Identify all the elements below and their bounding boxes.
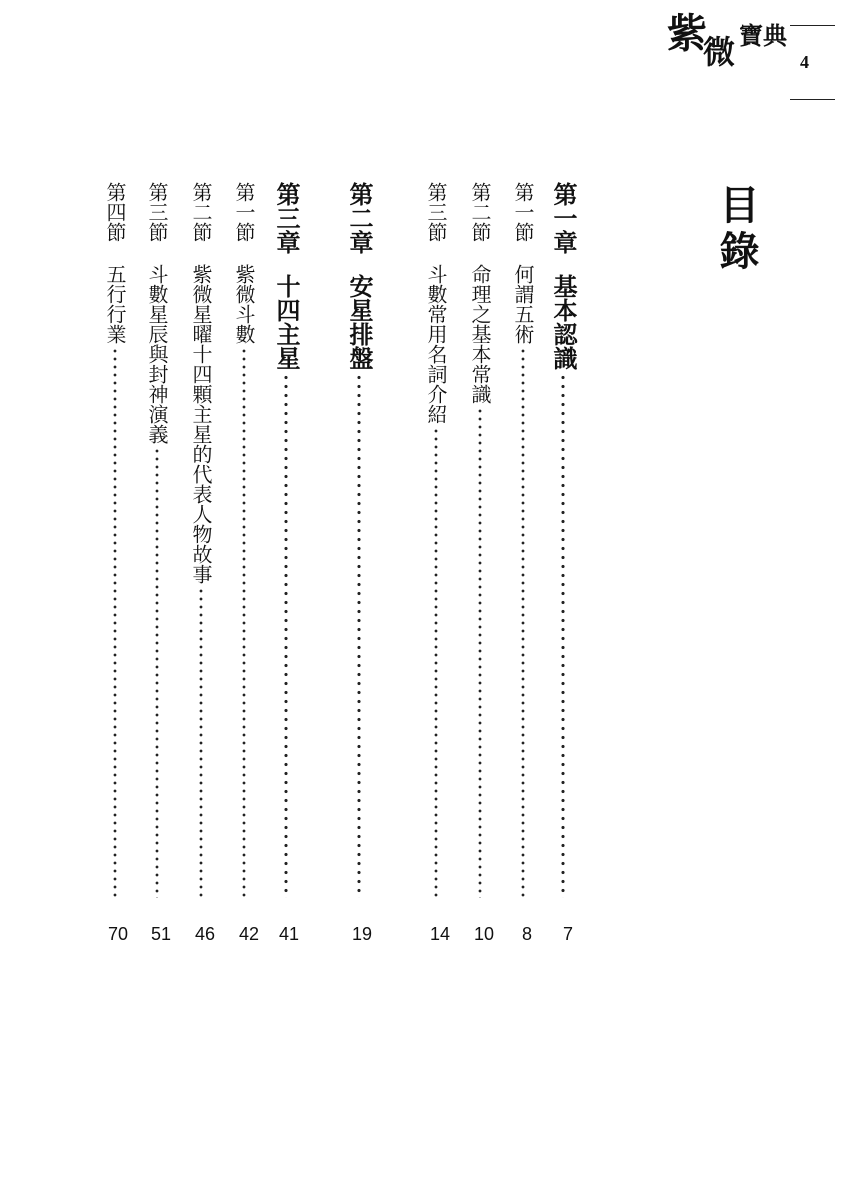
header-rule-bottom [790, 99, 835, 100]
dot-leader [142, 447, 172, 898]
toc-entry-title: 基本認識 [549, 274, 577, 370]
toc-page-number: 8 [521, 924, 532, 944]
dot-leader [271, 373, 301, 898]
dot-leader [186, 587, 216, 898]
toc-page-number: 19 [351, 924, 373, 944]
toc-entry-title: 何謂五術 [511, 264, 535, 344]
toc-page-number: 10 [473, 924, 495, 944]
header-title-part2: 微 [703, 33, 736, 71]
page-number: 4 [800, 52, 809, 72]
dot-leader [465, 407, 495, 898]
toc-page-number: 14 [429, 924, 451, 944]
toc-entry-title: 安星排盤 [345, 274, 373, 370]
toc-entry-label: 第三節 [424, 182, 448, 242]
toc-entry-section-3-4[interactable] [100, 182, 130, 898]
toc-entry-title: 紫微星曜十四顆主星的代表人物故事 [189, 264, 213, 584]
header-title-part1: 紫 [667, 10, 707, 57]
header-title-part3: 寶典 [739, 21, 787, 50]
toc-entry-title: 斗數星辰與封神演義 [145, 264, 169, 444]
toc-entry-label: 第二節 [189, 182, 213, 242]
dot-leader [548, 373, 578, 898]
toc-entry-label: 第一節 [232, 182, 256, 242]
toc-entry-section-1-1[interactable] [508, 182, 538, 898]
toc-entry-label: 第三章 [272, 182, 300, 254]
toc-entry-title: 十四主星 [272, 274, 300, 370]
toc-page-number: 41 [278, 924, 300, 944]
toc-entry-section-3-2[interactable] [186, 182, 216, 898]
toc-entry-chapter-3[interactable] [271, 182, 301, 898]
toc-entry-label: 第二章 [345, 182, 373, 254]
toc-entry-chapter-2[interactable] [344, 182, 374, 898]
toc-entry-label: 第一章 [549, 182, 577, 254]
dot-leader [344, 373, 374, 898]
running-header-title [667, 10, 792, 70]
toc-entry-label: 第一節 [511, 182, 535, 242]
dot-leader [421, 427, 451, 898]
toc-entry-label: 第三節 [145, 182, 169, 242]
toc-entry-section-1-2[interactable] [465, 182, 495, 898]
toc-page-number: 42 [238, 924, 260, 944]
toc-entry-title: 紫微斗數 [232, 264, 256, 344]
toc-entry-title: 斗數常用名詞介紹 [424, 264, 448, 424]
header-rule-top [790, 25, 835, 26]
toc-page-number: 7 [562, 924, 573, 944]
toc-page-number: 46 [194, 924, 216, 944]
toc-entry-section-3-3[interactable] [142, 182, 172, 898]
toc-entry-section-1-3[interactable] [421, 182, 451, 898]
toc-heading: 目錄 [713, 184, 759, 276]
toc-entry-title: 五行行業 [103, 264, 127, 344]
toc-entry-label: 第四節 [103, 182, 127, 242]
toc-entry-title: 命理之基本常識 [468, 264, 492, 404]
toc-entry-chapter-1[interactable] [548, 182, 578, 898]
toc-entry-label: 第二節 [468, 182, 492, 242]
dot-leader [508, 347, 538, 898]
toc-page-number: 70 [107, 924, 129, 944]
dot-leader [100, 347, 130, 898]
toc-entry-section-3-1[interactable] [229, 182, 259, 898]
dot-leader [229, 347, 259, 898]
toc-page-number: 51 [150, 924, 172, 944]
